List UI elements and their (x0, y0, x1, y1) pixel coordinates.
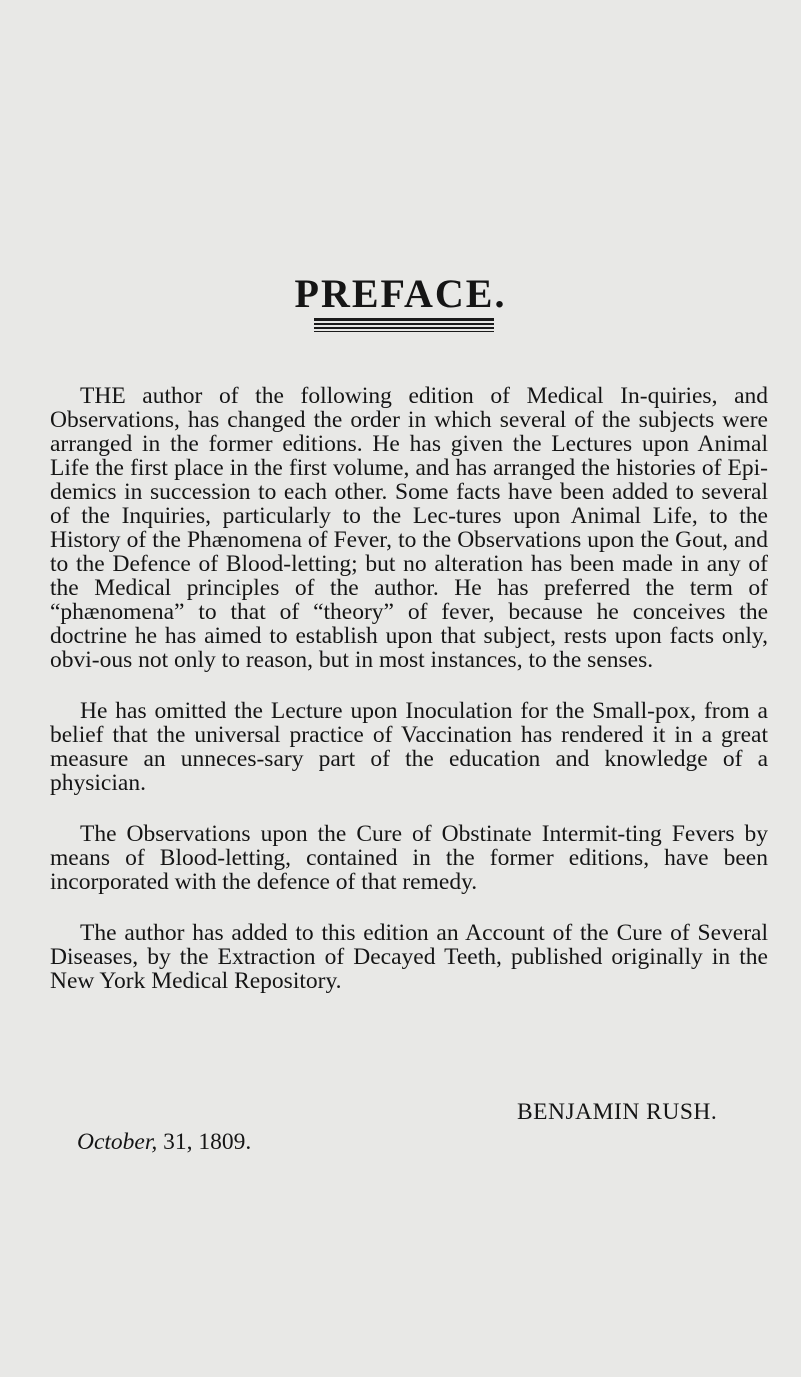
date-month: October, (77, 1129, 158, 1155)
paragraph: He has omitted the Lecture upon Inoculation for the Small-pox, from a belief that the universal practice of Vaccination has rendered it in a great measure an unneces-sary part of the education and knowledge of a physician. (50, 698, 768, 796)
rule-line (314, 331, 494, 332)
paragraph: The Observations upon the Cure of Obstinate Intermit-ting Fevers by means of Blood-letting, contained in the former editions, have been incorporated with the defence of that remedy. (50, 821, 768, 895)
preface-date (77, 1129, 251, 1156)
author-signature: BENJAMIN RUSH. (517, 1099, 718, 1125)
date-rest: 31, 1809. (157, 1129, 252, 1155)
page-title: PREFACE. (294, 271, 507, 316)
paragraph: THE author of the following edition of Medical In-quiries, and Observations, has changed the order in which several of the subjects were arranged in the former editions. He has given the Lectures upon Animal Life the first place in the first volume, and has arranged the histories of Epi-demics in succession to each other. Some facts have been added to several of the Inquiries, particularly to the Lec-tures upon Animal Life, to the History of the Phænomena of Fever, to the Observations upon the Gout, and to the Defence of Blood-letting; but no alteration has been made in any of the Medical principles of the author. He has preferred the term of “phænomena” to that of “theory” of fever, because he conceives the doctrine he has aimed to establish upon that subject, rests upon facts only, obvi-ous not only to reason, but in most instances, to the senses. (50, 383, 768, 673)
rule-line (314, 323, 494, 325)
rule-line (314, 318, 494, 321)
rule-line (314, 327, 494, 329)
preface-body (50, 384, 768, 1020)
title-rule (314, 318, 494, 334)
paragraph: The author has added to this edition an Account of the Cure of Several Diseases, by the Extraction of Decayed Teeth, published originally in the New York Medical Repository. (50, 920, 768, 994)
